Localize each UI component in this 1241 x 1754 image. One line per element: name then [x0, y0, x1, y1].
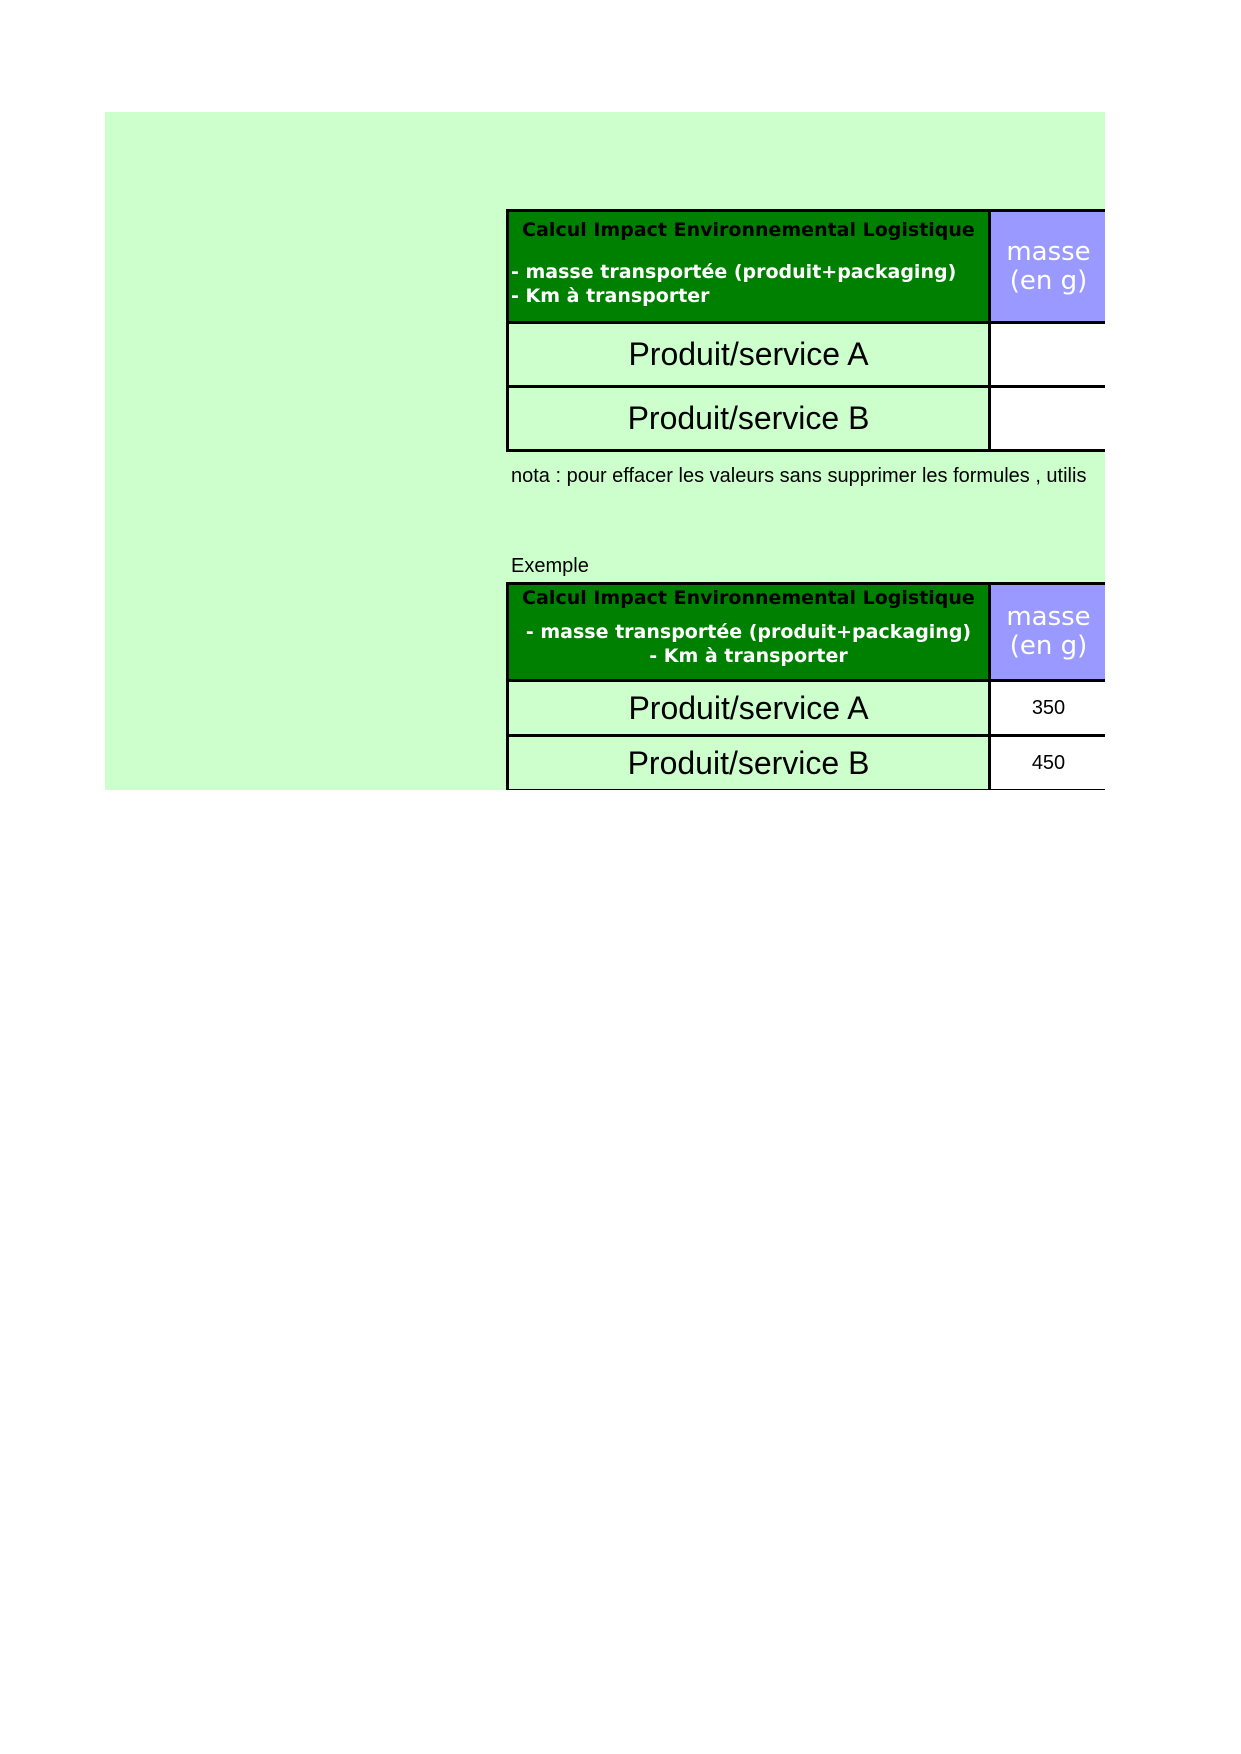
input-table-mass-a[interactable]: [990, 323, 1106, 387]
example-table-mass-b[interactable]: 450: [990, 736, 1106, 791]
example-table-mass-unit: (en g): [1009, 631, 1088, 661]
input-table-header-row: [508, 211, 1106, 323]
example-table-header-row: [508, 584, 1106, 681]
input-table-mass-label: masse: [1006, 236, 1091, 267]
example-table: [506, 582, 1105, 790]
spreadsheet-area: [105, 112, 1105, 790]
input-table-header-line-mass: - masse transportée (produit+packaging): [511, 261, 957, 283]
input-table-row-b: [508, 387, 1106, 451]
example-table-header-line-mass: - masse transportée (produit+packaging): [525, 621, 972, 643]
input-table-header-line-km: - Km à transporter: [511, 285, 710, 307]
input-table: [506, 209, 1105, 452]
example-table-row-b: [508, 736, 1106, 791]
input-table-product-b[interactable]: Produit/service B: [508, 387, 990, 451]
example-table-header-line-km: - Km à transporter: [649, 645, 848, 667]
input-table-title: Calcul Impact Environnemental Logistique: [522, 219, 975, 241]
input-table-mass-b[interactable]: [990, 387, 1106, 451]
example-table-mass-label: masse: [1006, 602, 1091, 632]
example-table-title: Calcul Impact Environnemental Logistique: [522, 587, 975, 609]
example-table-mass-a[interactable]: 350: [990, 681, 1106, 736]
example-table-row-a: [508, 681, 1106, 736]
nota-note: nota : pour effacer les valeurs sans supprimer les formules , utilis: [511, 465, 1087, 487]
input-table-mass-unit: (en g): [1009, 265, 1088, 296]
example-table-header-cell[interactable]: [508, 584, 990, 681]
input-table-product-a[interactable]: Produit/service A: [508, 323, 990, 387]
example-table-product-a[interactable]: Produit/service A: [508, 681, 990, 736]
input-table-row-a: [508, 323, 1106, 387]
example-table-mass-header[interactable]: [990, 584, 1106, 681]
input-table-header-cell[interactable]: [508, 211, 990, 323]
example-label: Exemple: [511, 555, 589, 577]
example-table-product-b[interactable]: Produit/service B: [508, 736, 990, 791]
input-table-mass-header[interactable]: [990, 211, 1106, 323]
